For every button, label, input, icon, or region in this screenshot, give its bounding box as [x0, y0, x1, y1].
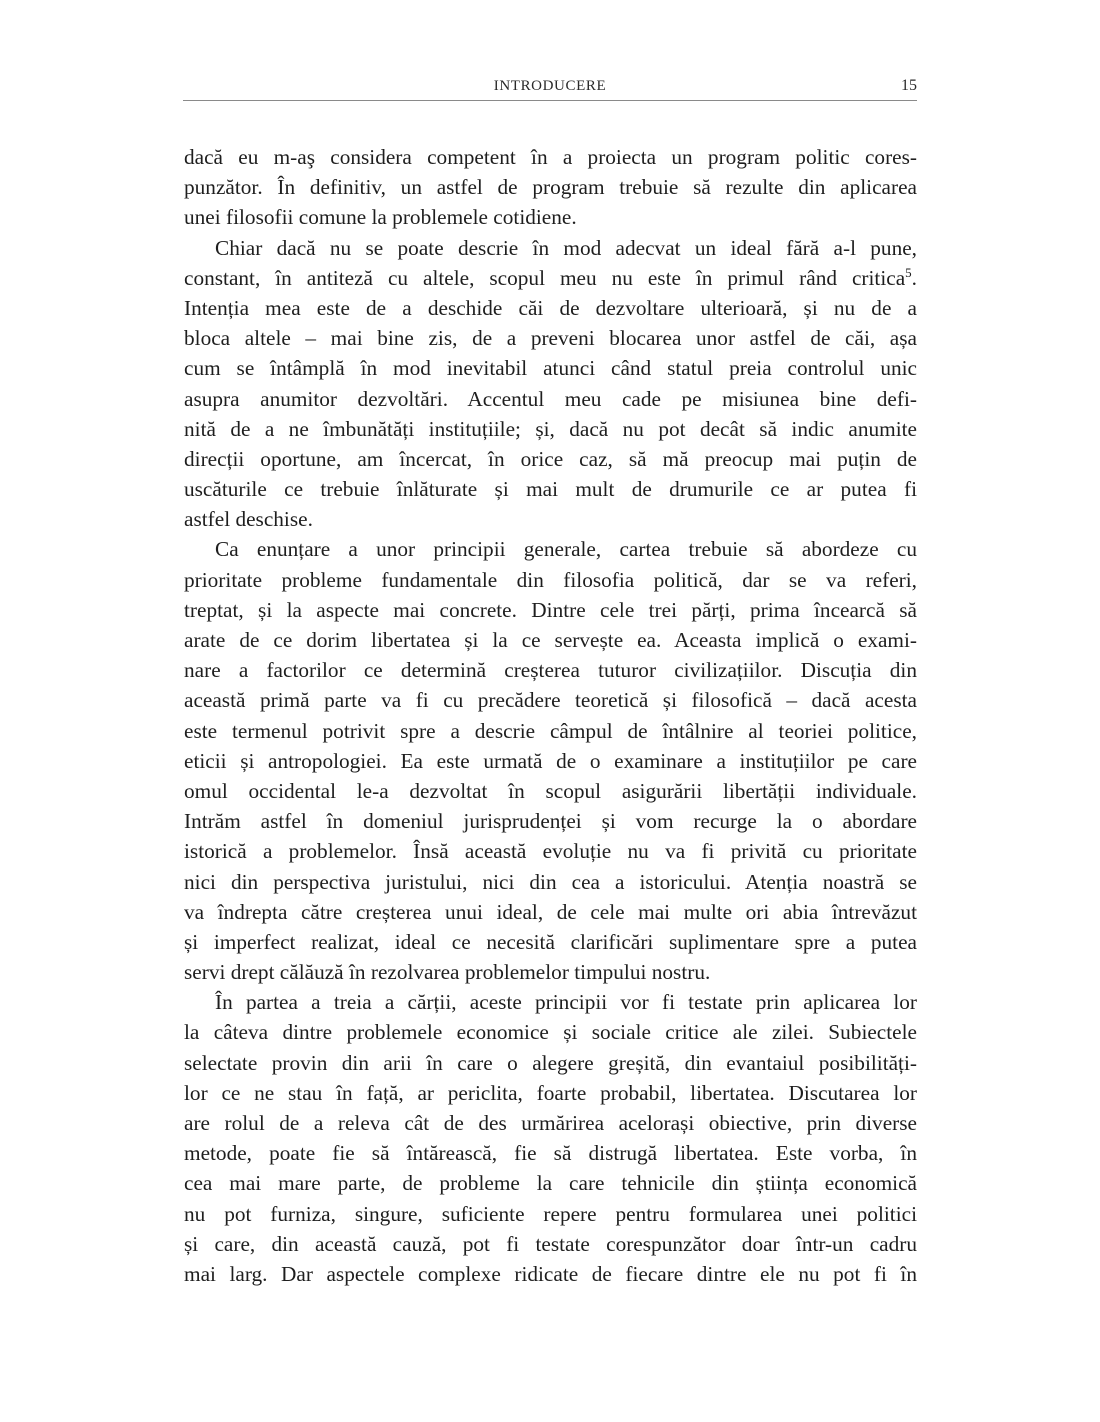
text-line: direcții oportune, am încercat, în orice caz, să mă preocup mai puțin de	[184, 446, 917, 471]
text-line: cea mai mare parte, de probleme la care tehnicile din știința economică	[184, 1171, 917, 1196]
text-line: bloca altele – mai bine zis, de a preveni blocarea unor astfel de căi, așa	[184, 326, 917, 351]
text-line	[184, 263, 917, 293]
text-line: are rolul de a releva cât de des urmărirea acelorași obiective, prin diverse	[184, 1111, 917, 1135]
text-line: În partea a treia a cărții, aceste principii vor fi testate prin aplicarea lor	[215, 990, 917, 1015]
text-line: Intenția mea este de a deschide căi de dezvoltare ulterioară, și nu de a	[184, 295, 917, 320]
text-line: omul occidental le-a dezvoltat în scopul asigurării libertății individuale.	[184, 778, 917, 803]
text-line: Ca enunțare a unor principii generale, cartea trebuie să abordeze cu	[215, 537, 917, 562]
text-line: va îndrepta către creșterea unui ideal, de cele mai multe ori abia întrevăzut	[184, 899, 917, 924]
text-line: unei filosofii comune la problemele cotidiene.	[184, 205, 577, 230]
text-line: prioritate probleme fundamentale din filosofia politică, dar se va referi,	[184, 567, 917, 592]
text-line: la câteva dintre problemele economice și sociale critice ale zilei. Subiectele	[184, 1020, 917, 1045]
text-line: eticii și antropologiei. Ea este urmată de o examinare a instituțiilor pe care	[184, 748, 917, 773]
text-line: cum se întâmplă în mod inevitabil atunci când statul preia controlul unic	[184, 356, 917, 381]
text-line: nare a factorilor ce determină creșterea tuturor civilizațiilor. Discuția din	[184, 658, 917, 683]
text-line: nici din perspectiva juristului, nici din cea a istoricului. Atenția noastră se	[184, 869, 917, 894]
text-line-content: constant, în antiteză cu altele, scopul meu nu este în primul rând critica	[184, 265, 906, 290]
text-line: asupra anumitor dezvoltări. Accentul meu cade pe misiunea bine defi-	[184, 386, 917, 411]
paragraph	[184, 534, 917, 987]
text-line: metode, poate fie să întărească, fie să distrugă libertatea. Este vorba, în	[184, 1141, 917, 1166]
footnote-trailing-punct: .	[911, 265, 917, 290]
text-line: Chiar dacă nu se poate descrie în mod adecvat un ideal fără a-l pune,	[215, 235, 917, 260]
text-line: uscăturile ce trebuie înlăturate și mai mult de drumurile ce ar putea fi	[184, 477, 917, 502]
running-head	[183, 76, 917, 101]
running-head-title: INTRODUCERE	[493, 78, 607, 94]
text-line: mai larg. Dar aspectele complexe ridicate de fiecare dintre ele nu pot fi în	[184, 1261, 917, 1286]
text-line: dacă eu m-aş considera competent în a proiecta un program politic cores-	[184, 145, 917, 169]
text-line: servi drept călăuză în rezolvarea problemelor timpului nostru.	[184, 960, 711, 985]
paragraph	[184, 233, 917, 535]
text-line: treptat, și la aspecte mai concrete. Dintre cele trei părți, prima încearcă să	[184, 597, 917, 622]
text-line: Intrăm astfel în domeniul jurisprudenței și vom recurge la o abordare	[184, 809, 917, 834]
footnote-reference[interactable]: 5	[905, 264, 912, 280]
paragraph	[184, 987, 917, 1289]
text-line: arate de ce dorim libertatea și la ce servește ea. Aceasta implică o exami-	[184, 628, 917, 652]
page-number: 15	[901, 77, 917, 94]
text-line: și care, din această cauză, pot fi testate corespunzător doar într-un cadru	[184, 1231, 917, 1256]
body-text	[184, 142, 917, 1289]
text-line: punzător. În definitiv, un astfel de program trebuie să rezulte din aplicarea	[184, 175, 917, 200]
text-line: nu pot furniza, singure, suficiente repere pentru formularea unei politici	[184, 1201, 917, 1226]
text-line: astfel deschise.	[184, 507, 313, 532]
text-line: este termenul potrivit spre a descrie câmpul de întâlnire al teoriei politice,	[184, 718, 917, 743]
text-line: lor ce ne stau în față, ar periclita, foarte probabil, libertatea. Discutarea lor	[184, 1080, 917, 1105]
paragraph	[184, 142, 917, 233]
text-line: istorică a problemelor. Însă această evoluție nu va fi privită cu prioritate	[184, 839, 917, 864]
text-line: selectate provin din arii în care o alegere greșită, din evantaiul posibilități-	[184, 1050, 917, 1075]
text-line: această primă parte va fi cu precădere teoretică și filosofică – dacă acesta	[184, 688, 917, 713]
text-line: nită de a ne îmbunătăți instituțiile; și, dacă nu pot decât să indic anumite	[184, 416, 917, 441]
text-line: și imperfect realizat, ideal ce necesită clarificări suplimentare spre a putea	[184, 929, 917, 954]
